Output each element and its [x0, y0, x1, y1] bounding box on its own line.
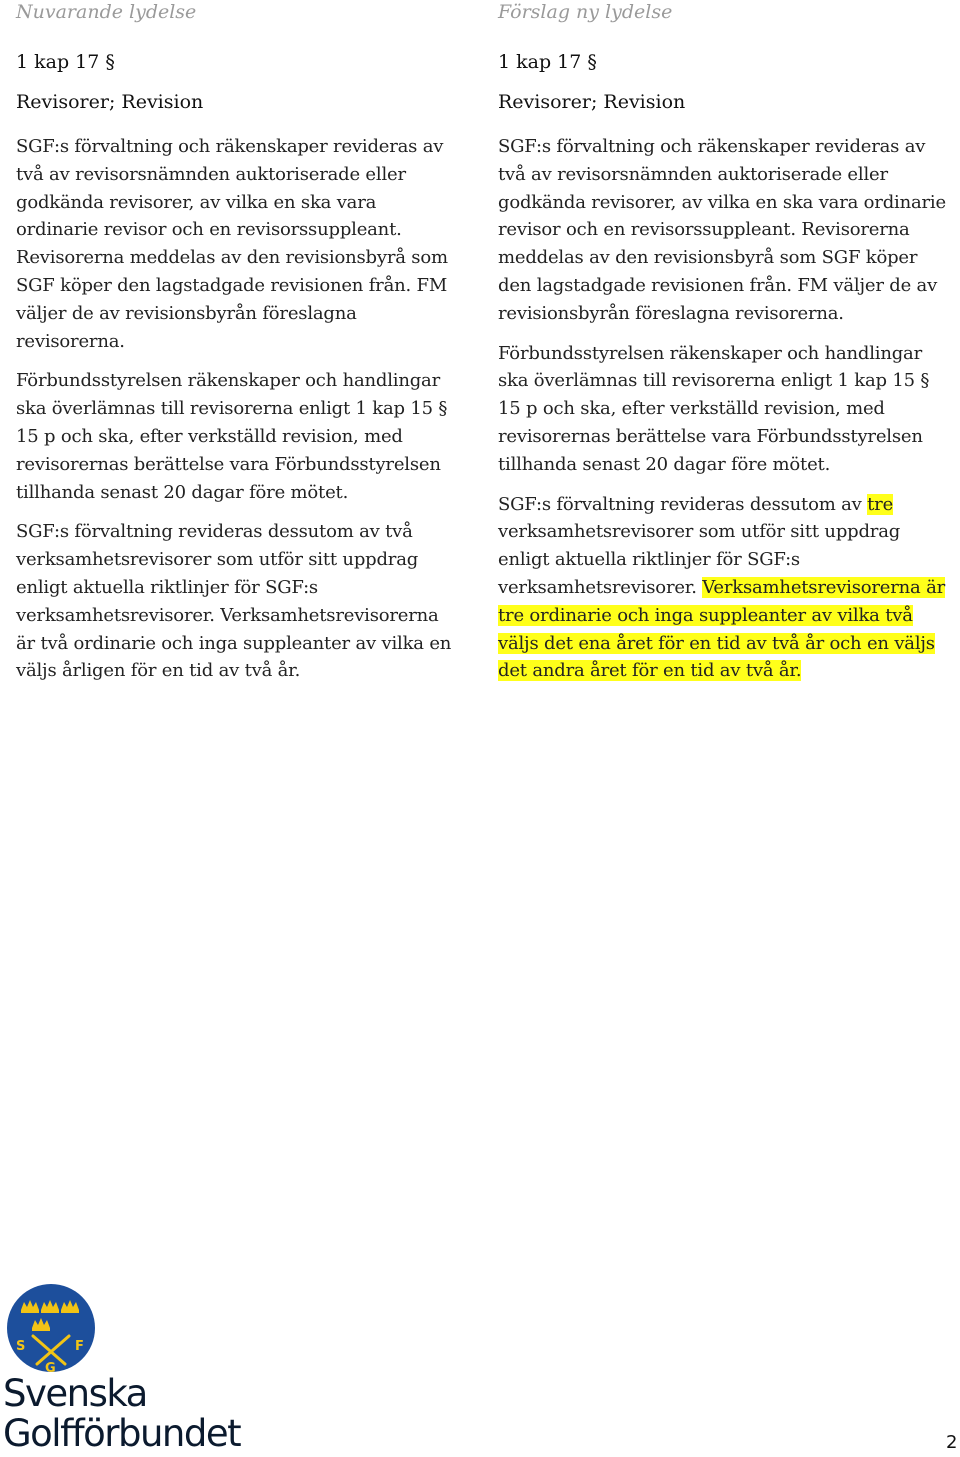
wordmark-line-1: Svenska — [3, 1372, 147, 1415]
section-reference: 1 kap 17 § — [16, 51, 115, 73]
section-title: Revisorer; Revision — [498, 91, 686, 113]
sgf-wordmark — [3, 1374, 240, 1454]
svg-text:S: S — [16, 1339, 26, 1354]
section-title: Revisorer; Revision — [16, 91, 204, 113]
wordmark-line-2: Golfförbundet — [3, 1412, 241, 1455]
paragraph-2: Förbundsstyrelsen räkenskaper och handlingar ska överlämnas till revisorerna enligt 1 kap 15 § 15 p och ska, efter verkställd revision, med revisorernas berättelse vara Förbundsstyrelsen tillhanda senast 20 dagar före mötet. — [498, 342, 930, 475]
sgf-emblem-icon — [3, 1280, 99, 1376]
page-number: 2 — [946, 1432, 958, 1453]
paragraph-1: SGF:s förvaltning och räkenskaper revideras av två av revisorsnämnden auktoriserade eller godkända revisorer, av vilka en ska vara ordinarie revisor och en revisorssuppleant. Revisorerna meddelas av den revisionsbyrå som SGF köper den lagstadgade revisionen från. FM väljer de av revisionsbyrån föreslagna revisorerna. — [498, 136, 946, 324]
paragraph-3 — [498, 491, 948, 686]
svg-text:F: F — [75, 1339, 84, 1354]
paragraph-1: SGF:s förvaltning och räkenskaper revideras av två av revisorsnämnden auktoriserade eller godkända revisorer, av vilka en ska vara ordinarie revisor och en revisorssuppleant. Revisorerna meddelas av den revisionsbyrå som SGF köper den lagstadgade revisionen från. FM väljer de av revisionsbyrån föreslagna revisorerna. — [16, 136, 448, 352]
column-header-current: Nuvarande lydelse — [16, 1, 197, 23]
current-wording-column — [16, 0, 456, 685]
paragraph-3-text: SGF:s förvaltning revideras dessutom av — [498, 493, 868, 515]
highlighted-change: Verksamhetsrevisorerna är tre ordinarie och inga suppleanter av vilka två väljs det ena året för en tid av två år och en väljs det andra året för en tid av två år. — [498, 576, 946, 682]
proposed-wording-column — [498, 0, 948, 685]
svg-text:G: G — [45, 1361, 56, 1376]
paragraph-3-text: verksamhetsrevisorer som utför sitt uppdrag enligt aktuella riktlinjer för SGF:s verksamhetsrevisorer. — [498, 521, 901, 598]
section-reference: 1 kap 17 § — [498, 51, 597, 73]
paragraph-3: SGF:s förvaltning revideras dessutom av två verksamhetsrevisorer som utför sitt uppdrag enligt aktuella riktlinjer för SGF:s verksamhetsrevisorer. Verksamhetsrevisorerna är två ordinarie och inga suppleanter av vilka en väljs årligen för en tid av två år. — [16, 521, 452, 682]
paragraph-2: Förbundsstyrelsen räkenskaper och handlingar ska överlämnas till revisorerna enligt 1 kap 15 § 15 p och ska, efter verkställd revision, med revisorernas berättelse vara Förbundsstyrelsen tillhanda senast 20 dagar före mötet. — [16, 370, 448, 503]
column-header-proposed: Förslag ny lydelse — [498, 1, 673, 23]
highlighted-change: tre — [867, 493, 894, 515]
